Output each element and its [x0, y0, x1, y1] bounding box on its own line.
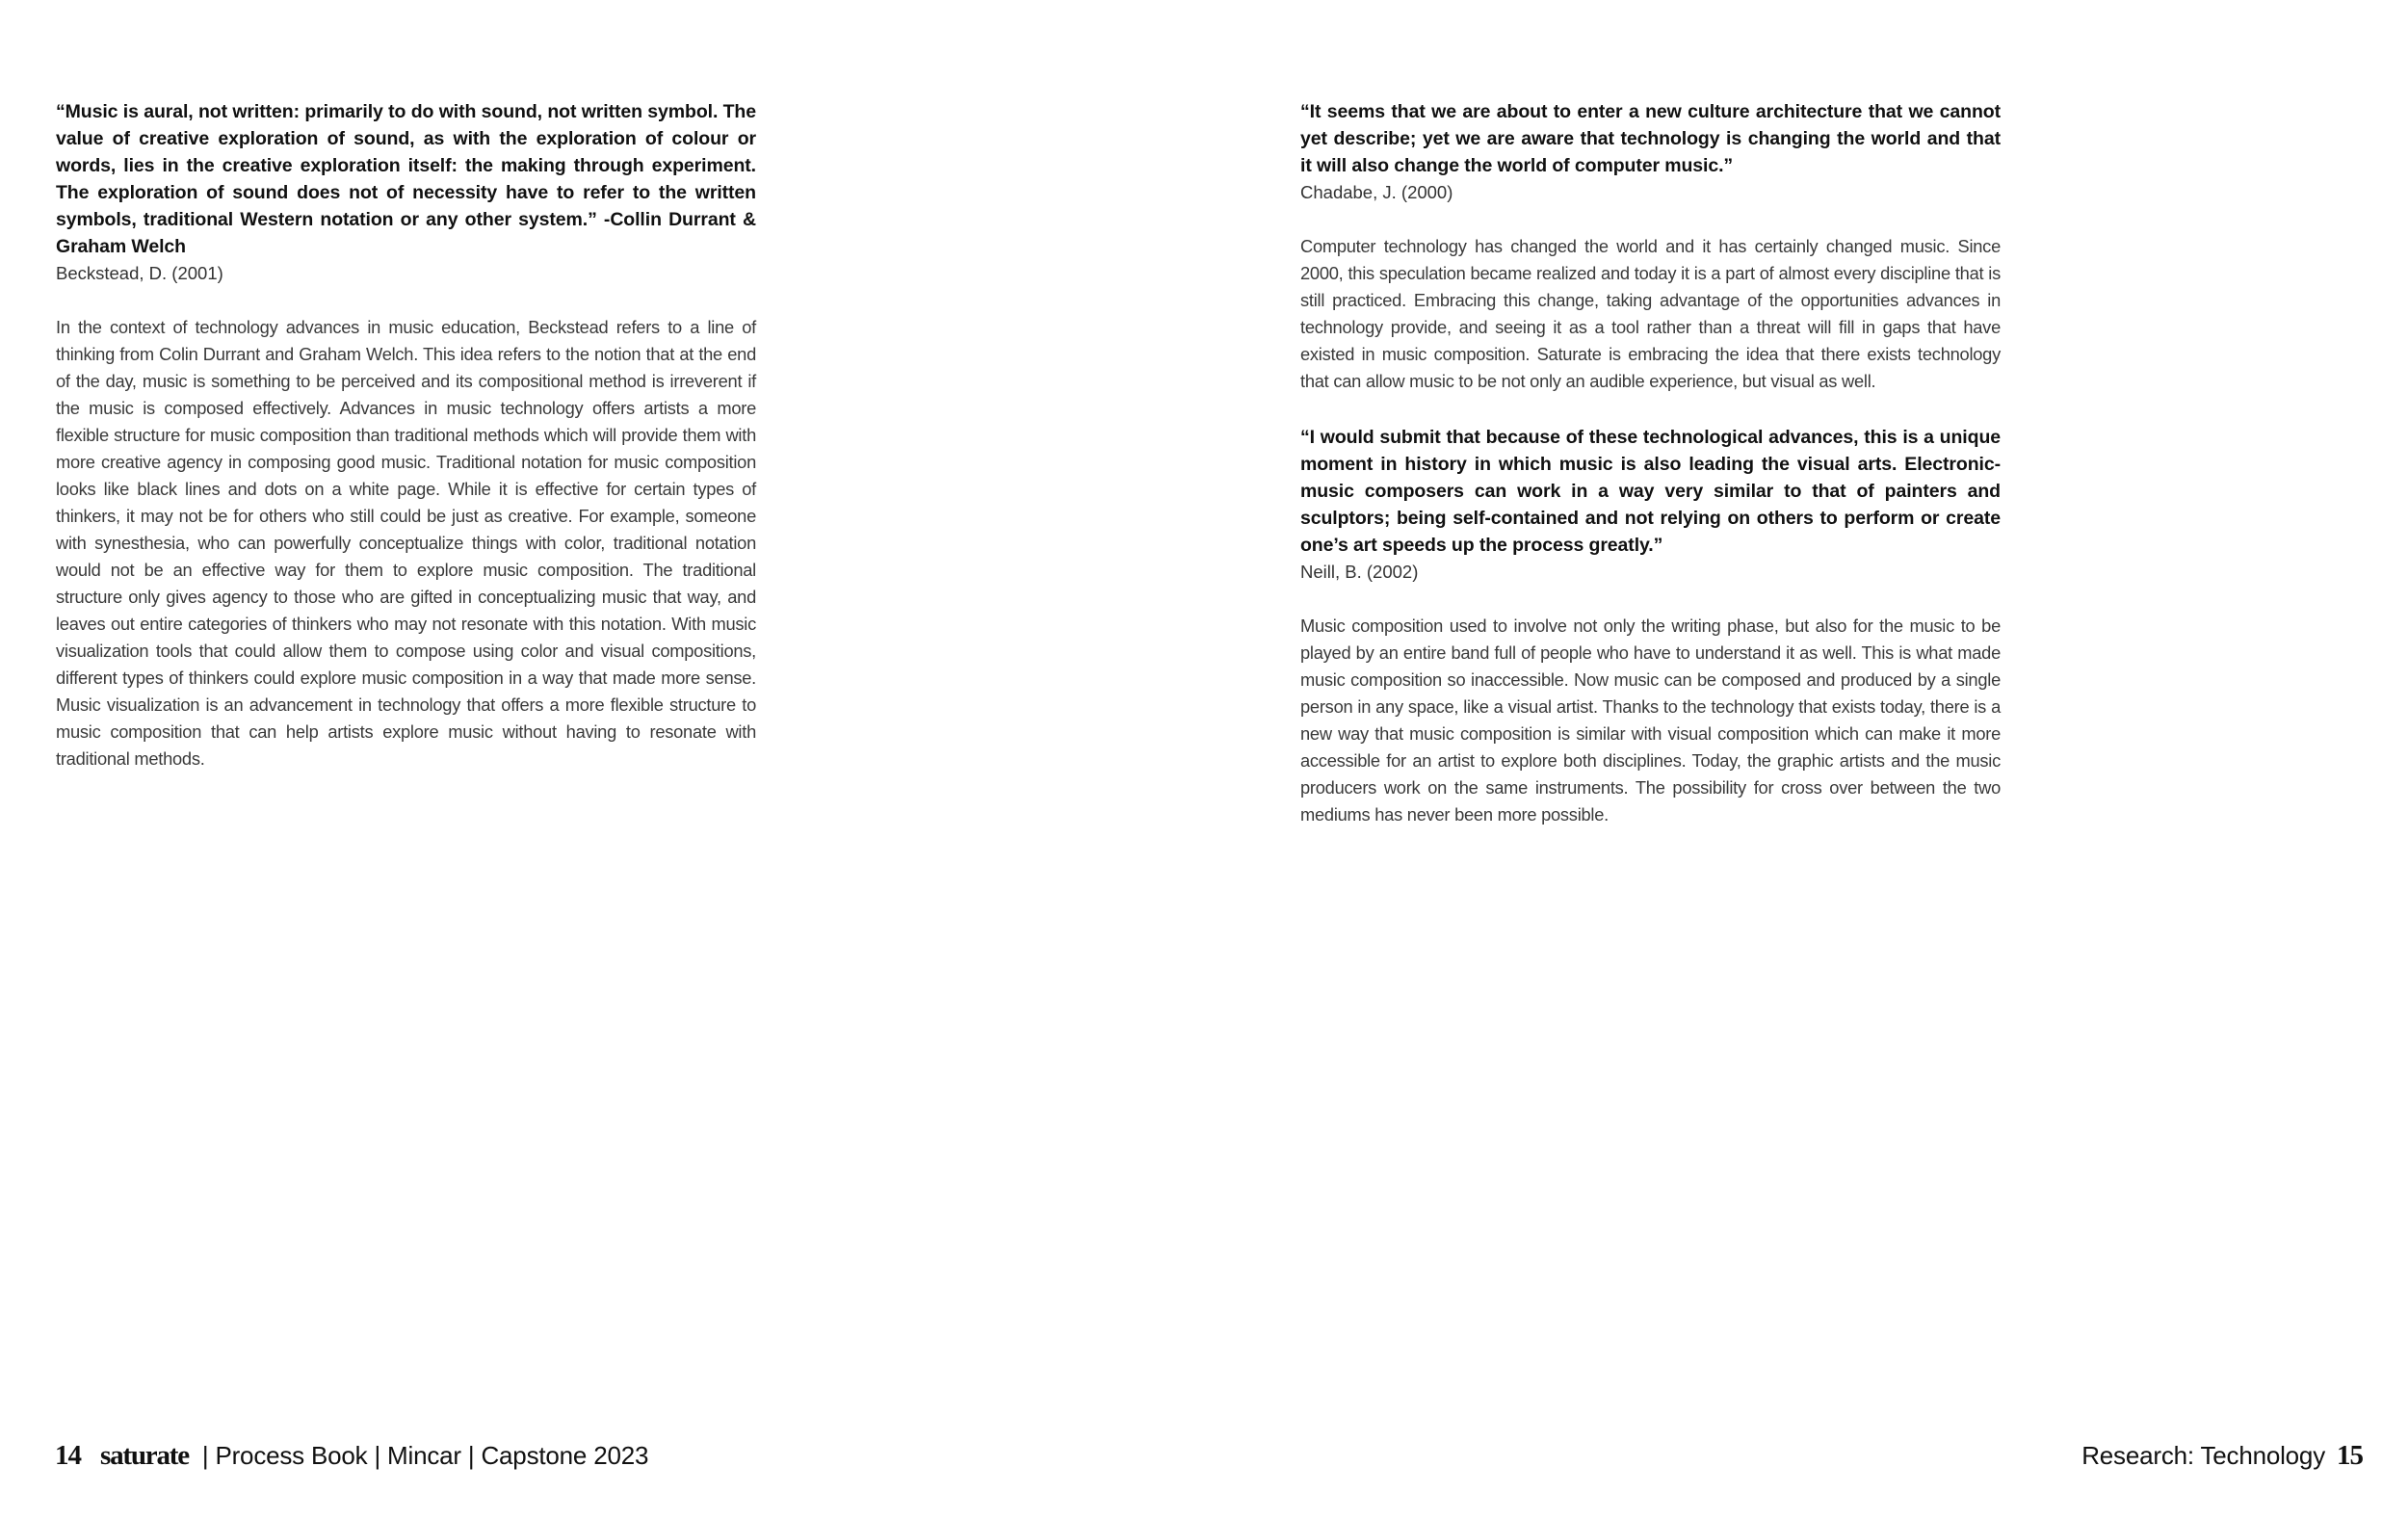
beckstead-citation: Beckstead, D. (2001): [56, 263, 223, 283]
right-page-number: 15: [2337, 1440, 2363, 1471]
right-page: [1204, 0, 2408, 1519]
right-body-paragraph-2: Music composition used to involve not only the writing phase, but also for the music to be played by an entire band full of people who have to understand it as well. This is what made music composition so inaccessible. Now music can be composed and produced by a single person in any space, like a visual artist. Thanks to the technology that exists today, there is a new way that music composition is similar with visual composition which can make it more accessible for an artist to explore both disciplines. Today, the graphic artists and the music producers work on the same instruments. The possibility for cross over between the two mediums has never been more possible.: [1300, 615, 2001, 825]
right-footer-text: Research: Technology: [2081, 1441, 2325, 1470]
saturate-logo: saturate: [100, 1440, 189, 1471]
left-footer-text: | Process Book | Mincar | Capstone 2023: [201, 1441, 649, 1470]
left-page-number: 14: [55, 1440, 81, 1471]
chadabe-citation: Chadabe, J. (2000): [1300, 182, 1453, 202]
durrant-welch-quote: “Music is aural, not written: primarily to do with sound, not written symbol. The value of creative exploration of sound, as with the exploration of colour or words, lies in the creative exploration itself: the making through experiment. The exploration of sound does not of necessity have to refer to the written symbols, traditional Western notation or any other system.” -Collin Durrant & Graham Welch: [56, 101, 756, 257]
left-column: [56, 98, 756, 773]
right-footer: [2081, 1440, 2363, 1479]
neill-citation: Neill, B. (2002): [1300, 562, 1419, 582]
right-column: [1300, 98, 2001, 828]
left-footer: [55, 1440, 648, 1479]
chadabe-quote: “It seems that we are about to enter a new culture architecture that we cannot yet describe; yet we are aware that technology is changing the world and that it will also change the world of computer music.”: [1300, 101, 2001, 176]
right-body-paragraph-1: Computer technology has changed the world and it has certainly changed music. Since 2000, this speculation became realized and today it is a part of almost every discipline that is still practiced. Embracing this change, taking advantage of the opportunities advances in technology provide, and seeing it as a tool rather than a threat will fill in gaps that have existed in music composition. Saturate is embracing the idea that there exists technology that can allow music to be not only an audible experience, but visual as well.: [1300, 236, 2001, 391]
left-body-paragraph: In the context of technology advances in music education, Beckstead refers to a line of thinking from Colin Durrant and Graham Welch. This idea refers to the notion that at the end of the day, music is something to be perceived and its compositional method is irreverent if the music is composed effectively. Advances in music technology offers artists a more flexible structure for music composition than traditional methods which will provide them with more creative agency in composing good music. Traditional notation for music composition looks like black lines and dots on a white page. While it is effective for certain types of thinkers, it may not be for others who still could be just as creative. For example, someone with synesthesia, who can powerfully conceptualize things with color, traditional notation would not be an effective way for them to explore music composition. The traditional structure only gives agency to those who are gifted in conceptualizing music that way, and leaves out entire categories of thinkers who may not resonate with this notation. With music visualization tools that could allow them to compose using color and visual compositions, different types of thinkers could explore music composition in a way that made more sense. Music visualization is an advancement in technology that offers a more flexible structure to music composition that can help artists explore music without having to resonate with traditional methods.: [56, 317, 756, 769]
neill-quote: “I would submit that because of these technological advances, this is a unique moment in history in which music is also leading the visual arts. Electronic-music composers can work in a way very similar to that of painters and sculptors; being self-contained and not relying on others to perform or create one’s art speeds up the process greatly.”: [1300, 427, 2001, 556]
